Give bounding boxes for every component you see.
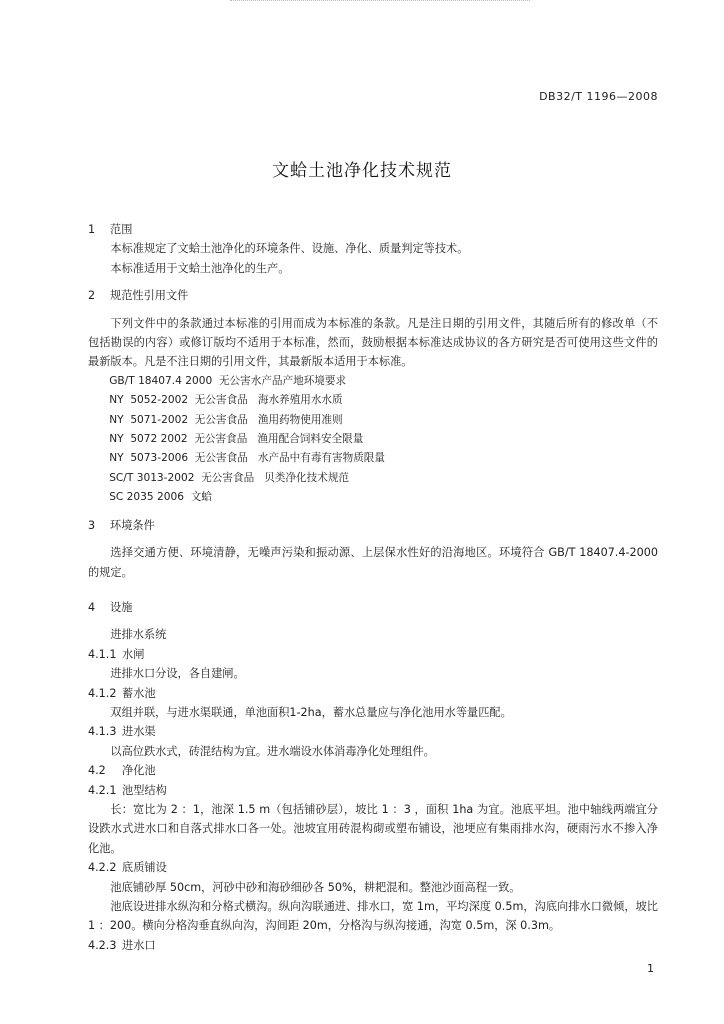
section-4-2-2-heading: 4.2.2 底质铺设 bbox=[88, 861, 167, 875]
spacer bbox=[88, 582, 658, 590]
section-2-intro: 下列文件中的条款通过本标准的引用而成为本标准的条款。凡是注日期的引用文件，其随后所有的修改单（不包括勘误的内容）或修订版均不适用于本标准，然而，鼓励根据本标准达成协议的各方研究是否可使用这些文件的最新版本。凡是不注日期的引用文件，其最新版本适用于本标准。 bbox=[88, 316, 658, 369]
section-4-2-3-heading: 4.2.3 进水口 bbox=[88, 938, 156, 952]
section-1-para-2: 本标准适用于文蛤土池净化的生产。 bbox=[110, 261, 290, 275]
spacer bbox=[88, 617, 658, 625]
section-4-2-2-para-2: 池底设进排水纵沟和分格式横沟。纵向沟联通进、排水口，宽 1m，平均深度 0.5m，沟底向排水口微倾，坡比 1 ：200。横向分格沟垂直纵向沟，沟间距 20m，分格沟与纵沟接通，沟宽 0.5m，深 0.3m。 bbox=[88, 900, 658, 933]
document-body bbox=[88, 212, 658, 955]
reference-item: SC/T 3013-2002 无公害食品 贝类净化技术规范 bbox=[109, 471, 350, 484]
reference-item: SC 2035 2006 文蛤 bbox=[109, 491, 212, 504]
section-3-heading: 3 环境条件 bbox=[88, 518, 155, 532]
section-4-1-2-heading: 4.1.2 蓄水池 bbox=[88, 686, 156, 700]
document-title: 文蛤土池净化技术规范 bbox=[272, 161, 452, 181]
reference-item: NY 5073-2006 无公害食品 水产品中有毒有害物质限量 bbox=[109, 452, 385, 465]
section-4-1-3-heading: 4.1.3 进水渠 bbox=[88, 725, 156, 739]
section-2-heading: 2 规范性引用文件 bbox=[88, 289, 189, 303]
section-3-para: 选择交通方便、环境清静，无噪声污染和振动源、上层保水性好的沿海地区。环境符合 GB/T 18407.4-2000 的规定。 bbox=[88, 546, 658, 579]
section-4-1-3-para: 以高位跌水式，砖混结构为宜。进水端设水体消毒净化处理组件。 bbox=[110, 744, 435, 758]
top-scan-line bbox=[230, 0, 530, 4]
section-4-1-1-para: 进排水口分设，各自建闸。 bbox=[110, 667, 245, 681]
reference-item: NY 5071-2002 无公害食品 渔用药物使用准则 bbox=[109, 413, 343, 426]
section-4-1-heading: 进排水系统 bbox=[110, 628, 167, 642]
section-4-2-heading: 4.2 净化池 bbox=[88, 764, 156, 778]
section-4-1-2-para: 双组并联，与进水渠联通，单池面积1-2ha，蓄水总量应与净化池用水等量匹配。 bbox=[110, 705, 512, 719]
spacer bbox=[88, 306, 658, 314]
section-1-para-1: 本标准规定了文蛤土池净化的环境条件、设施、净化、质量判定等技术。 bbox=[110, 242, 469, 256]
section-4-heading: 4 设施 bbox=[88, 600, 133, 614]
section-1-heading: 1 范围 bbox=[88, 223, 133, 236]
reference-item: NY 5072 2002 无公害食品 渔用配合饲料安全限量 bbox=[109, 433, 364, 446]
reference-item: GB/T 18407.4 2000 无公害水产品产地环境要求 bbox=[109, 374, 347, 387]
section-4-2-1-para: 长：宽比为 2 ：1，池深 1.5 m（包括铺砂层），坡比 1 ：3 ，面积 1ha 为宜。池底平坦。池中轴线两端宜分设跌水式进水口和自落式排水口各一处。池坡宜用砖混构砌或塑布铺设，池埂应有集雨排水沟，硬雨污水不掺入净化池。 bbox=[88, 802, 658, 855]
section-4-2-1-heading: 4.2.1 池型结构 bbox=[88, 783, 167, 797]
section-4-2-2-para-1: 池底铺砂厚 50cm，河砂中砂和海砂细砂各 50%，耕耙混和。整池沙面高程一致。 bbox=[110, 880, 521, 894]
section-4-1-1-heading: 4.1.1 水闸 bbox=[88, 647, 145, 661]
page-number: 1 bbox=[647, 962, 654, 975]
spacer bbox=[88, 535, 658, 543]
reference-item: NY 5052-2002 无公害食品 海水养殖用水水质 bbox=[109, 394, 343, 407]
standard-code: DB32/T 1196—2008 bbox=[539, 90, 658, 103]
